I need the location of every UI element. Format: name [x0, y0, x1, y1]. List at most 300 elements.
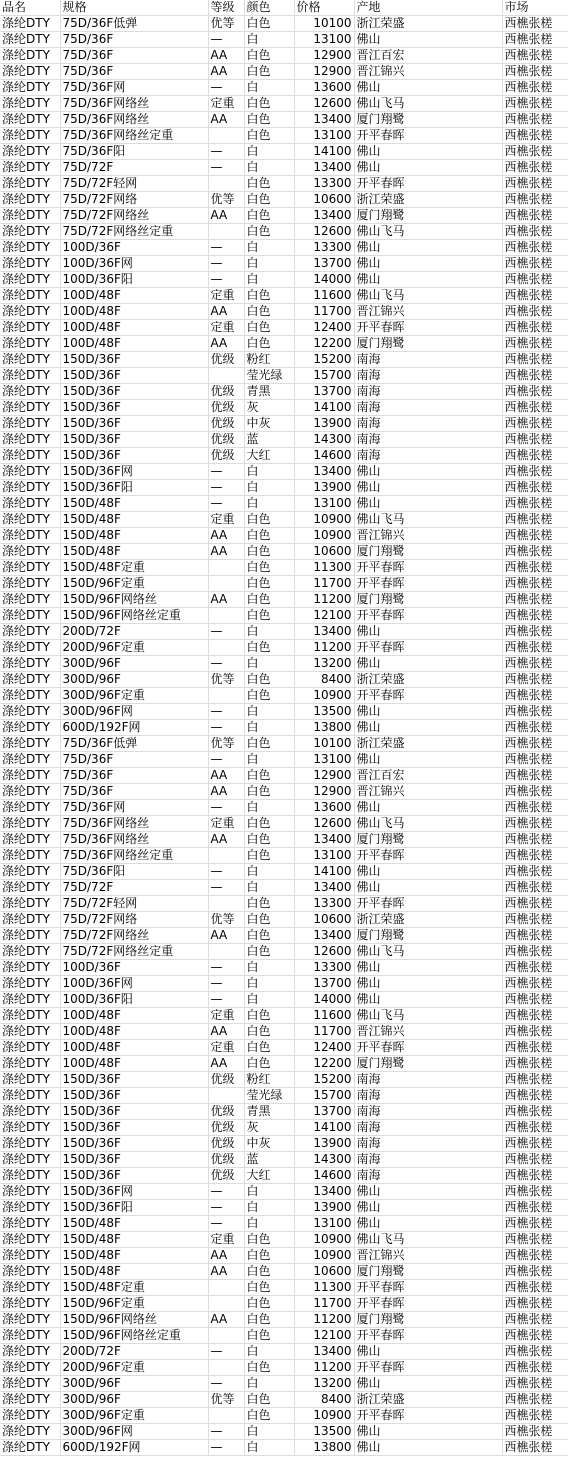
cell-color: 白	[244, 464, 294, 480]
table-row	[0, 64, 568, 80]
cell-spec: 75D/36F低弹	[60, 736, 208, 752]
cell-market: 西樵张槎	[502, 208, 568, 224]
cell-grade: —	[208, 1344, 244, 1360]
cell-grade	[208, 576, 244, 592]
cell-color: 白色	[244, 16, 294, 32]
cell-product: 涤纶DTY	[0, 1360, 60, 1376]
cell-grade	[208, 1088, 244, 1104]
cell-color: 白	[244, 864, 294, 880]
table-row	[0, 1008, 568, 1024]
cell-spec: 150D/36F	[60, 1072, 208, 1088]
cell-grade: —	[208, 80, 244, 96]
cell-grade: —	[208, 160, 244, 176]
cell-product: 涤纶DTY	[0, 1424, 60, 1440]
table-row	[0, 624, 568, 640]
cell-color: 白	[244, 752, 294, 768]
table-row	[0, 896, 568, 912]
cell-grade: —	[208, 992, 244, 1008]
cell-market: 西樵张槎	[502, 16, 568, 32]
cell-origin: 厦门翔鹭	[354, 336, 502, 352]
cell-price: 10900	[294, 1248, 354, 1264]
table-row	[0, 1280, 568, 1296]
cell-product: 涤纶DTY	[0, 208, 60, 224]
cell-market: 西樵张槎	[502, 688, 568, 704]
header-market: 市场	[502, 0, 568, 16]
table-row	[0, 112, 568, 128]
cell-market: 西樵张槎	[502, 160, 568, 176]
cell-market: 西樵张槎	[502, 1424, 568, 1440]
cell-product: 涤纶DTY	[0, 1120, 60, 1136]
table-row	[0, 368, 568, 384]
cell-origin: 佛山	[354, 720, 502, 736]
cell-color: 白色	[244, 1296, 294, 1312]
table-row	[0, 1264, 568, 1280]
cell-price: 13100	[294, 1216, 354, 1232]
table-row	[0, 736, 568, 752]
table-row	[0, 400, 568, 416]
cell-spec: 75D/36F阳	[60, 144, 208, 160]
cell-spec: 75D/36F	[60, 768, 208, 784]
cell-price: 11300	[294, 560, 354, 576]
cell-price: 15200	[294, 1072, 354, 1088]
cell-product: 涤纶DTY	[0, 1408, 60, 1424]
cell-origin: 佛山飞马	[354, 944, 502, 960]
table-row	[0, 1184, 568, 1200]
cell-spec: 100D/36F阳	[60, 992, 208, 1008]
cell-price: 13300	[294, 960, 354, 976]
cell-price: 13900	[294, 1136, 354, 1152]
cell-price: 11700	[294, 304, 354, 320]
cell-product: 涤纶DTY	[0, 688, 60, 704]
cell-grade: AA	[208, 528, 244, 544]
cell-product: 涤纶DTY	[0, 912, 60, 928]
cell-market: 西樵张槎	[502, 240, 568, 256]
cell-color: 白	[244, 1376, 294, 1392]
header-price: 价格	[294, 0, 354, 16]
cell-product: 涤纶DTY	[0, 816, 60, 832]
cell-price: 10600	[294, 192, 354, 208]
cell-market: 西樵张槎	[502, 592, 568, 608]
table-row	[0, 48, 568, 64]
table-row	[0, 1200, 568, 1216]
cell-origin: 晋江锦兴	[354, 304, 502, 320]
table-row	[0, 384, 568, 400]
cell-color: 白	[244, 160, 294, 176]
cell-origin: 佛山	[354, 992, 502, 1008]
cell-origin: 晋江锦兴	[354, 528, 502, 544]
cell-color: 白色	[244, 336, 294, 352]
cell-spec: 300D/96F	[60, 672, 208, 688]
table-row	[0, 880, 568, 896]
cell-grade: 定重	[208, 1008, 244, 1024]
cell-market: 西樵张槎	[502, 560, 568, 576]
table-row	[0, 1152, 568, 1168]
cell-color: 白	[244, 1200, 294, 1216]
cell-spec: 150D/48F	[60, 1248, 208, 1264]
cell-market: 西樵张槎	[502, 816, 568, 832]
cell-spec: 150D/48F	[60, 528, 208, 544]
cell-product: 涤纶DTY	[0, 864, 60, 880]
cell-price: 13300	[294, 896, 354, 912]
cell-product: 涤纶DTY	[0, 576, 60, 592]
cell-color: 白	[244, 144, 294, 160]
cell-origin: 佛山	[354, 752, 502, 768]
cell-origin: 南海	[354, 400, 502, 416]
table-body	[0, 16, 568, 1456]
cell-spec: 75D/36F网络丝	[60, 112, 208, 128]
cell-spec: 75D/72F轻网	[60, 896, 208, 912]
cell-grade: —	[208, 1424, 244, 1440]
cell-spec: 150D/36F	[60, 1104, 208, 1120]
cell-grade: 优等	[208, 192, 244, 208]
cell-market: 西樵张槎	[502, 512, 568, 528]
cell-color: 青黑	[244, 384, 294, 400]
cell-color: 白色	[244, 1264, 294, 1280]
cell-market: 西樵张槎	[502, 368, 568, 384]
cell-price: 13300	[294, 240, 354, 256]
cell-grade	[208, 944, 244, 960]
cell-grade: —	[208, 256, 244, 272]
cell-color: 白	[244, 32, 294, 48]
cell-product: 涤纶DTY	[0, 1216, 60, 1232]
cell-color: 白色	[244, 320, 294, 336]
cell-product: 涤纶DTY	[0, 608, 60, 624]
cell-origin: 厦门翔鹭	[354, 1056, 502, 1072]
cell-origin: 开平春晖	[354, 640, 502, 656]
cell-origin: 开平春晖	[354, 1040, 502, 1056]
cell-grade: 优级	[208, 416, 244, 432]
cell-spec: 150D/48F	[60, 512, 208, 528]
cell-product: 涤纶DTY	[0, 1344, 60, 1360]
cell-market: 西樵张槎	[502, 272, 568, 288]
table-row	[0, 160, 568, 176]
cell-origin: 佛山	[354, 624, 502, 640]
table-row	[0, 1232, 568, 1248]
cell-market: 西樵张槎	[502, 144, 568, 160]
cell-market: 西樵张槎	[502, 912, 568, 928]
cell-spec: 75D/72F	[60, 160, 208, 176]
cell-origin: 佛山飞马	[354, 512, 502, 528]
cell-spec: 75D/72F网络	[60, 912, 208, 928]
cell-price: 13400	[294, 464, 354, 480]
cell-color: 白色	[244, 736, 294, 752]
cell-spec: 150D/36F	[60, 1152, 208, 1168]
cell-color: 白色	[244, 1056, 294, 1072]
table-row	[0, 1328, 568, 1344]
cell-color: 大红	[244, 1168, 294, 1184]
cell-product: 涤纶DTY	[0, 1440, 60, 1456]
table-row	[0, 224, 568, 240]
cell-market: 西樵张槎	[502, 48, 568, 64]
cell-color: 白色	[244, 944, 294, 960]
cell-price: 12600	[294, 816, 354, 832]
cell-grade: 定重	[208, 1232, 244, 1248]
cell-market: 西樵张槎	[502, 1280, 568, 1296]
cell-product: 涤纶DTY	[0, 1040, 60, 1056]
cell-grade: 优等	[208, 16, 244, 32]
table-row	[0, 352, 568, 368]
cell-spec: 75D/36F低弹	[60, 16, 208, 32]
cell-origin: 厦门翔鹭	[354, 928, 502, 944]
cell-product: 涤纶DTY	[0, 1024, 60, 1040]
cell-product: 涤纶DTY	[0, 144, 60, 160]
cell-grade: —	[208, 480, 244, 496]
cell-origin: 开平春晖	[354, 848, 502, 864]
cell-origin: 厦门翔鹭	[354, 544, 502, 560]
cell-product: 涤纶DTY	[0, 16, 60, 32]
cell-color: 白色	[244, 640, 294, 656]
cell-price: 15700	[294, 368, 354, 384]
cell-price: 12900	[294, 48, 354, 64]
cell-market: 西樵张槎	[502, 176, 568, 192]
cell-color: 白色	[244, 1312, 294, 1328]
cell-market: 西樵张槎	[502, 1040, 568, 1056]
cell-price: 13900	[294, 480, 354, 496]
cell-spec: 75D/36F	[60, 64, 208, 80]
cell-price: 13400	[294, 112, 354, 128]
cell-price: 8400	[294, 672, 354, 688]
cell-origin: 南海	[354, 1136, 502, 1152]
cell-grade: AA	[208, 832, 244, 848]
cell-origin: 晋江锦兴	[354, 64, 502, 80]
cell-origin: 厦门翔鹭	[354, 1312, 502, 1328]
cell-spec: 300D/96F定重	[60, 688, 208, 704]
cell-product: 涤纶DTY	[0, 720, 60, 736]
cell-spec: 150D/36F	[60, 384, 208, 400]
cell-color: 白	[244, 624, 294, 640]
cell-color: 白	[244, 1184, 294, 1200]
cell-grade: —	[208, 144, 244, 160]
cell-market: 西樵张槎	[502, 1392, 568, 1408]
cell-price: 10600	[294, 544, 354, 560]
cell-price: 12200	[294, 1056, 354, 1072]
table-row	[0, 816, 568, 832]
cell-product: 涤纶DTY	[0, 1168, 60, 1184]
cell-origin: 厦门翔鹭	[354, 1264, 502, 1280]
table-row	[0, 704, 568, 720]
cell-spec: 75D/36F阳	[60, 864, 208, 880]
cell-price: 11200	[294, 1312, 354, 1328]
cell-spec: 100D/48F	[60, 336, 208, 352]
cell-origin: 佛山	[354, 480, 502, 496]
cell-market: 西樵张槎	[502, 928, 568, 944]
cell-spec: 150D/36F	[60, 416, 208, 432]
cell-origin: 南海	[354, 1088, 502, 1104]
cell-color: 白色	[244, 1328, 294, 1344]
table-row	[0, 80, 568, 96]
cell-grade: —	[208, 464, 244, 480]
cell-spec: 150D/96F网络丝	[60, 1312, 208, 1328]
cell-price: 13400	[294, 160, 354, 176]
cell-price: 13600	[294, 800, 354, 816]
table-row	[0, 1392, 568, 1408]
cell-market: 西樵张槎	[502, 640, 568, 656]
table-row	[0, 496, 568, 512]
cell-market: 西樵张槎	[502, 1008, 568, 1024]
cell-spec: 150D/36F	[60, 1120, 208, 1136]
table-row	[0, 912, 568, 928]
cell-product: 涤纶DTY	[0, 1152, 60, 1168]
cell-spec: 75D/36F网络丝	[60, 816, 208, 832]
cell-color: 青黑	[244, 1104, 294, 1120]
cell-grade: —	[208, 704, 244, 720]
cell-product: 涤纶DTY	[0, 880, 60, 896]
cell-product: 涤纶DTY	[0, 1104, 60, 1120]
cell-price: 13800	[294, 720, 354, 736]
cell-origin: 佛山	[354, 656, 502, 672]
cell-color: 白色	[244, 304, 294, 320]
cell-spec: 150D/48F	[60, 496, 208, 512]
table-row	[0, 1376, 568, 1392]
cell-product: 涤纶DTY	[0, 352, 60, 368]
cell-product: 涤纶DTY	[0, 416, 60, 432]
cell-market: 西樵张槎	[502, 1056, 568, 1072]
cell-spec: 150D/96F定重	[60, 1296, 208, 1312]
cell-price: 12900	[294, 64, 354, 80]
cell-origin: 佛山	[354, 464, 502, 480]
table-row	[0, 32, 568, 48]
cell-origin: 佛山	[354, 1200, 502, 1216]
cell-color: 灰	[244, 400, 294, 416]
cell-spec: 75D/36F网	[60, 80, 208, 96]
cell-grade: 优等	[208, 736, 244, 752]
cell-product: 涤纶DTY	[0, 128, 60, 144]
table-row	[0, 448, 568, 464]
cell-product: 涤纶DTY	[0, 240, 60, 256]
cell-price: 13300	[294, 176, 354, 192]
cell-market: 西樵张槎	[502, 608, 568, 624]
table-row	[0, 528, 568, 544]
cell-origin: 浙江荣盛	[354, 1392, 502, 1408]
cell-price: 11700	[294, 576, 354, 592]
cell-grade: 定重	[208, 288, 244, 304]
cell-grade: AA	[208, 544, 244, 560]
table-row	[0, 592, 568, 608]
cell-color: 白色	[244, 608, 294, 624]
cell-product: 涤纶DTY	[0, 704, 60, 720]
cell-origin: 开平春晖	[354, 1328, 502, 1344]
cell-product: 涤纶DTY	[0, 48, 60, 64]
table-row	[0, 1360, 568, 1376]
cell-market: 西樵张槎	[502, 64, 568, 80]
header-grade: 等级	[208, 0, 244, 16]
cell-market: 西樵张槎	[502, 1152, 568, 1168]
cell-price: 12400	[294, 1040, 354, 1056]
cell-origin: 佛山	[354, 1440, 502, 1456]
cell-color: 白色	[244, 1280, 294, 1296]
cell-grade: 优级	[208, 448, 244, 464]
cell-price: 12600	[294, 944, 354, 960]
cell-market: 西樵张槎	[502, 896, 568, 912]
cell-color: 中灰	[244, 1136, 294, 1152]
cell-price: 12600	[294, 96, 354, 112]
cell-grade: —	[208, 1200, 244, 1216]
cell-product: 涤纶DTY	[0, 928, 60, 944]
table-row	[0, 752, 568, 768]
table-row	[0, 640, 568, 656]
cell-market: 西樵张槎	[502, 1376, 568, 1392]
cell-origin: 佛山飞马	[354, 1008, 502, 1024]
cell-color: 白色	[244, 576, 294, 592]
cell-grade: 优级	[208, 1152, 244, 1168]
cell-spec: 75D/72F网络丝定重	[60, 944, 208, 960]
cell-spec: 100D/48F	[60, 320, 208, 336]
cell-spec: 150D/48F定重	[60, 1280, 208, 1296]
cell-product: 涤纶DTY	[0, 848, 60, 864]
cell-spec: 75D/72F网络	[60, 192, 208, 208]
cell-grade: 定重	[208, 816, 244, 832]
cell-grade	[208, 1296, 244, 1312]
cell-grade: AA	[208, 768, 244, 784]
cell-origin: 佛山	[354, 32, 502, 48]
header-spec: 规格	[60, 0, 208, 16]
cell-color: 白色	[244, 1360, 294, 1376]
table-row	[0, 480, 568, 496]
cell-grade: AA	[208, 336, 244, 352]
cell-market: 西樵张槎	[502, 1024, 568, 1040]
cell-color: 白色	[244, 176, 294, 192]
table-row	[0, 800, 568, 816]
cell-product: 涤纶DTY	[0, 896, 60, 912]
cell-market: 西樵张槎	[502, 1168, 568, 1184]
cell-grade	[208, 560, 244, 576]
cell-product: 涤纶DTY	[0, 800, 60, 816]
cell-product: 涤纶DTY	[0, 656, 60, 672]
cell-market: 西樵张槎	[502, 944, 568, 960]
cell-spec: 150D/48F	[60, 1216, 208, 1232]
cell-grade: —	[208, 880, 244, 896]
cell-spec: 150D/48F	[60, 1264, 208, 1280]
cell-product: 涤纶DTY	[0, 480, 60, 496]
cell-price: 13100	[294, 848, 354, 864]
cell-grade	[208, 1360, 244, 1376]
cell-market: 西樵张槎	[502, 496, 568, 512]
cell-spec: 75D/36F网络丝	[60, 96, 208, 112]
cell-product: 涤纶DTY	[0, 368, 60, 384]
cell-market: 西樵张槎	[502, 752, 568, 768]
cell-color: 粉红	[244, 1072, 294, 1088]
cell-price: 13800	[294, 1440, 354, 1456]
cell-origin: 晋江锦兴	[354, 784, 502, 800]
cell-spec: 300D/96F定重	[60, 1408, 208, 1424]
cell-color: 莹光绿	[244, 1088, 294, 1104]
cell-product: 涤纶DTY	[0, 544, 60, 560]
cell-color: 白色	[244, 848, 294, 864]
cell-color: 灰	[244, 1120, 294, 1136]
cell-color: 白色	[244, 592, 294, 608]
cell-product: 涤纶DTY	[0, 160, 60, 176]
table-row	[0, 256, 568, 272]
cell-product: 涤纶DTY	[0, 1008, 60, 1024]
cell-origin: 浙江荣盛	[354, 16, 502, 32]
cell-product: 涤纶DTY	[0, 400, 60, 416]
cell-market: 西樵张槎	[502, 720, 568, 736]
cell-product: 涤纶DTY	[0, 336, 60, 352]
cell-product: 涤纶DTY	[0, 1184, 60, 1200]
cell-origin: 开平春晖	[354, 576, 502, 592]
table-row	[0, 608, 568, 624]
cell-color: 白色	[244, 48, 294, 64]
cell-price: 11600	[294, 1008, 354, 1024]
cell-product: 涤纶DTY	[0, 432, 60, 448]
cell-price: 13700	[294, 384, 354, 400]
cell-product: 涤纶DTY	[0, 1232, 60, 1248]
cell-product: 涤纶DTY	[0, 784, 60, 800]
cell-origin: 南海	[354, 1104, 502, 1120]
cell-market: 西樵张槎	[502, 336, 568, 352]
cell-market: 西樵张槎	[502, 1136, 568, 1152]
table-row	[0, 560, 568, 576]
